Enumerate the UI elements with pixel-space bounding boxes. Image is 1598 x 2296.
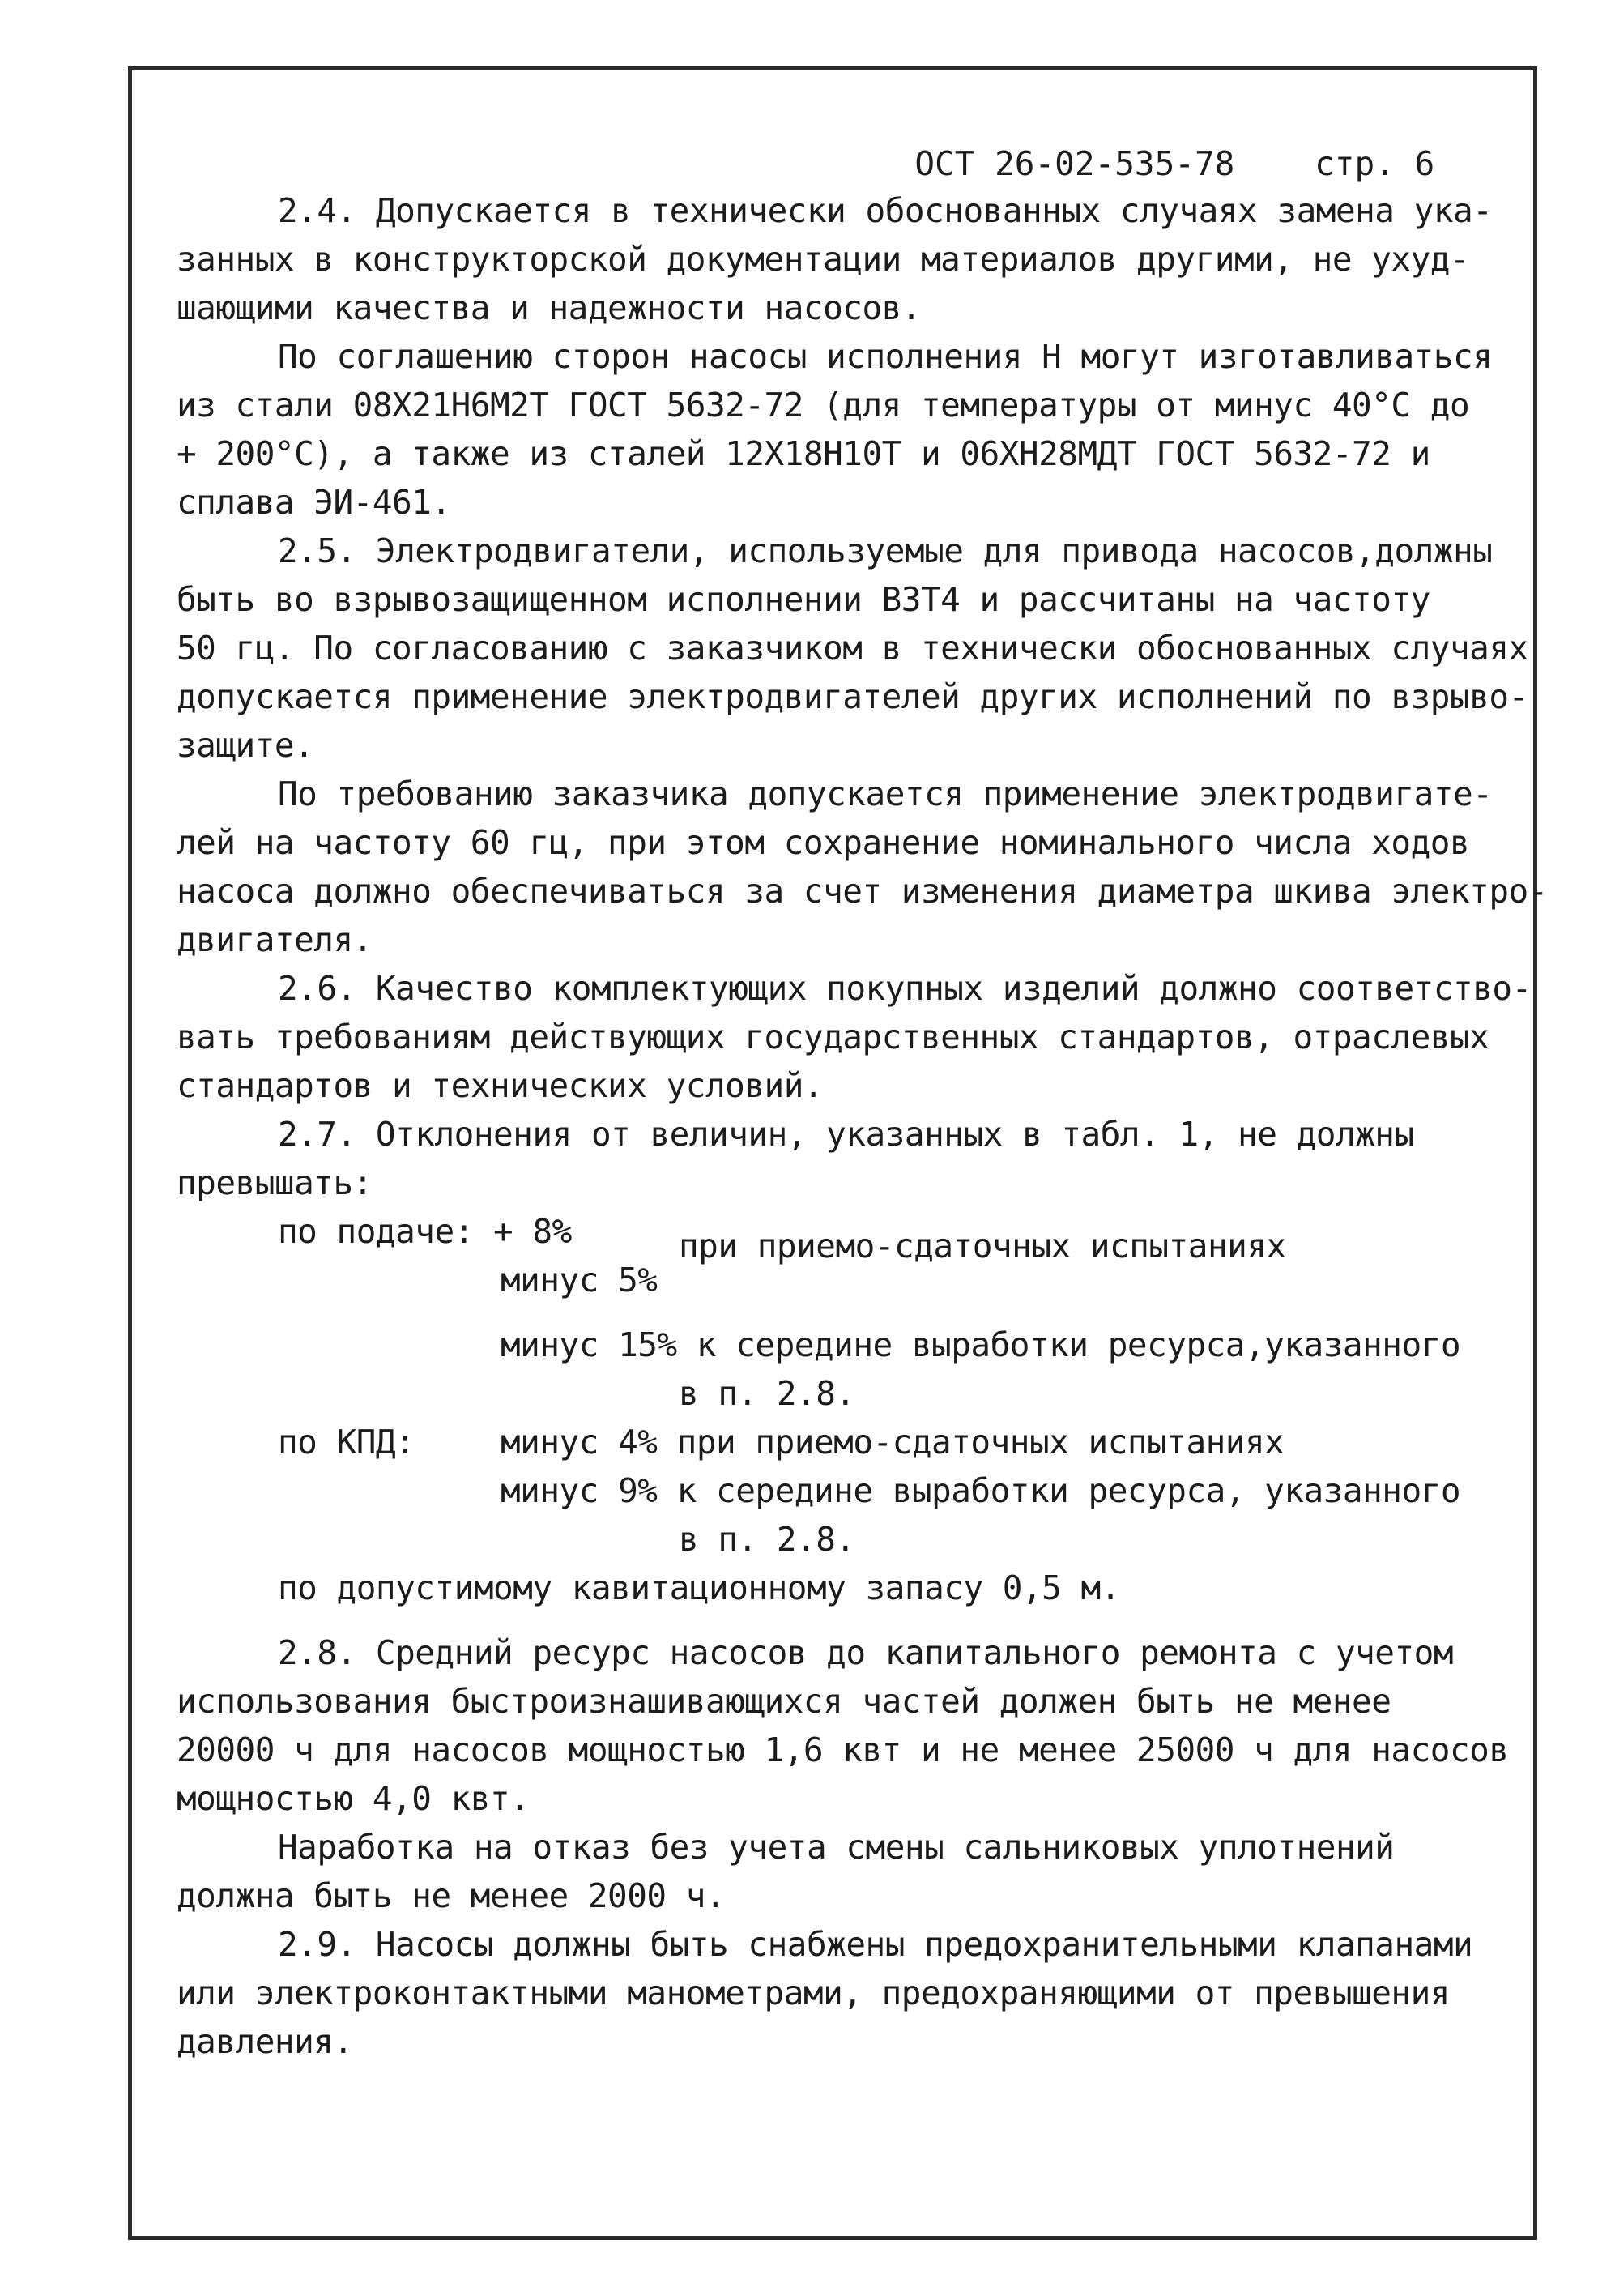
text-line: Наработка на отказ без учета смены сальниковых уплотнений: [278, 1828, 1395, 1867]
text-line: в п. 2.8.: [679, 1520, 855, 1559]
text-line: 2.4. Допускается в технически обоснованных случаях замена ука-: [278, 191, 1493, 230]
text-line: из стали 08Х21Н6М2Т ГОСТ 5632-72 (для температуры от минус 40°С до: [177, 386, 1470, 425]
text-line: должна быть не менее 2000 ч.: [177, 1876, 726, 1915]
text-line: По требованию заказчика допускается применение электродвигате-: [278, 775, 1493, 813]
text-line: двигателя.: [177, 920, 373, 959]
text-line: 2.5. Электродвигатели, используемые для привода насосов,должны: [278, 531, 1493, 570]
text-line: давления.: [177, 2022, 353, 2061]
text-line: быть во взрывозащищенном исполнении ВЗТ4 и рассчитаны на частоту: [177, 580, 1430, 619]
text-line: 2.8. Средний ресурс насосов до капитального ремонта с учетом: [278, 1633, 1454, 1672]
text-line: 2.7. Отклонения от величин, указанных в табл. 1, не должны: [278, 1115, 1414, 1154]
text-line: минус 4% при приемо-сдаточных испытаниях: [501, 1423, 1285, 1462]
text-line: минус 9% к середине выработки ресурса, указанного: [501, 1471, 1461, 1510]
text-line: минус 5%: [501, 1261, 658, 1300]
text-line: 2.9. Насосы должны быть снабжены предохранительными клапанами: [278, 1925, 1473, 1964]
text-line: или электроконтактными манометрами, предохраняющими от превышения: [177, 1974, 1450, 2012]
text-line: допускается применение электродвигателей других исполнений по взрыво-: [177, 677, 1528, 716]
text-line: минус 15% к середине выработки ресурса,указанного: [501, 1325, 1461, 1364]
text-line: насоса должно обеспечиваться за счет изменения диаметра шкива электро-: [177, 872, 1548, 911]
text-line: По соглашению сторон насосы исполнения Н могут изготавливаться: [278, 337, 1493, 376]
document-number: ОСТ 26-02-535-78: [914, 144, 1235, 183]
text-line: + 200°С), а также из сталей 12Х18Н10Т и 06ХН28МДТ ГОСТ 5632-72 и: [177, 434, 1430, 473]
text-line: превышать:: [177, 1163, 373, 1202]
text-line: защите.: [177, 726, 314, 765]
text-line: вать требованиям действующих государственных стандартов, отраслевых: [177, 1018, 1489, 1056]
text-line: 20000 ч для насосов мощностью 1,6 квт и не менее 25000 ч для насосов: [177, 1731, 1509, 1769]
text-line: лей на частоту 60 гц, при этом сохранение номинального числа ходов: [177, 823, 1470, 862]
text-line: 50 гц. По согласованию с заказчиком в технически обоснованных случаях: [177, 629, 1528, 668]
page-number: стр. 6: [1315, 144, 1435, 183]
text-line: шающими качества и надежности насосов.: [177, 288, 921, 327]
text-line: стандартов и технических условий.: [177, 1066, 824, 1105]
text-line: по допустимому кавитационному запасу 0,5 м.: [278, 1568, 1120, 1607]
text-line: по КПД:: [278, 1423, 415, 1462]
text-line: использования быстроизнашивающихся частей должен быть не менее: [177, 1682, 1391, 1721]
text-line: 2.6. Качество комплектующих покупных изделий должно соответство-: [278, 969, 1532, 1008]
text-line: по подаче: + 8%: [278, 1212, 572, 1251]
text-line: сплава ЭИ-461.: [177, 483, 451, 522]
page-header: [875, 105, 1434, 183]
text-line: в п. 2.8.: [679, 1374, 855, 1413]
text-line: мощностью 4,0 квт.: [177, 1779, 530, 1818]
text-line: занных в конструкторской документации материалов другими, не ухуд-: [177, 240, 1470, 279]
text-line: при приемо-сдаточных испытаниях: [679, 1227, 1286, 1265]
